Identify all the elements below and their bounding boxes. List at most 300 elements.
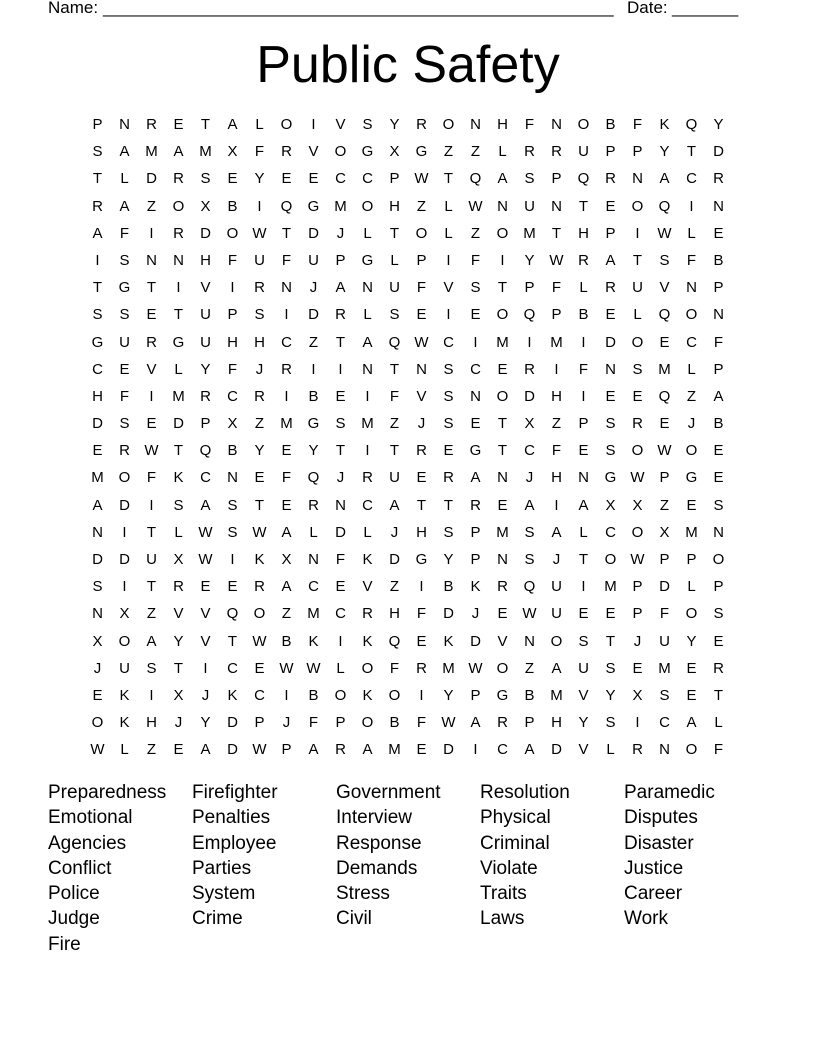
word-list-item: Penalties [192, 807, 271, 829]
grid-letter: C [254, 686, 265, 704]
grid-letter: P [227, 306, 238, 324]
grid-letter: J [525, 469, 534, 487]
grid-letter: R [632, 741, 643, 759]
grid-letter: C [227, 659, 238, 677]
grid-letter: T [497, 442, 508, 460]
grid-row [84, 111, 732, 138]
grid-letter: M [604, 578, 617, 596]
grid-letter: R [416, 442, 427, 460]
grid-letter: A [119, 143, 130, 161]
grid-letter: L [714, 714, 723, 732]
grid-letter: C [335, 605, 346, 623]
grid-letter: E [497, 605, 508, 623]
grid-letter: S [227, 523, 238, 541]
grid-letter: X [173, 551, 184, 568]
grid-letter: I [581, 578, 586, 596]
grid-letter: N [551, 197, 562, 215]
grid-letter: N [308, 551, 319, 568]
grid-letter: C [524, 442, 535, 460]
grid-letter: A [551, 659, 562, 677]
grid-letter: I [149, 387, 154, 405]
grid-letter: W [468, 659, 483, 677]
grid-letter: I [635, 714, 640, 732]
grid-letter: Z [389, 578, 400, 596]
grid-letter: N [632, 170, 643, 188]
grid-letter: A [200, 496, 211, 514]
grid-letter: S [146, 659, 157, 677]
grid-letter: E [146, 306, 157, 324]
grid-letter: E [416, 306, 427, 324]
grid-letter: S [92, 306, 103, 324]
grid-letter: M [685, 523, 698, 541]
grid-letter: S [605, 415, 616, 433]
grid-letter: P [632, 578, 643, 596]
grid-letter: I [689, 197, 694, 215]
page-title: Public Safety [256, 36, 560, 94]
grid-letter: F [713, 333, 724, 351]
grid-letter: I [149, 224, 154, 242]
grid-letter: R [281, 360, 292, 378]
header [48, 0, 768, 20]
grid-letter: E [416, 469, 427, 487]
grid-letter: I [500, 251, 505, 269]
grid-letter: T [173, 306, 184, 324]
grid-letter: S [119, 251, 130, 269]
grid-letter: I [419, 578, 424, 596]
grid-letter: H [92, 387, 103, 405]
grid-letter: A [146, 632, 157, 650]
grid-letter: W [279, 659, 294, 677]
grid-letter: C [308, 578, 319, 596]
grid-letter: E [605, 306, 616, 324]
grid-letter: R [713, 659, 724, 677]
grid-letter: U [659, 632, 670, 650]
grid-letter: G [307, 197, 320, 215]
grid-letter: T [389, 360, 400, 378]
word-list-item: Stress [336, 883, 390, 905]
grid-letter: G [496, 686, 509, 704]
grid-letter: S [92, 143, 103, 161]
grid-letter: D [119, 496, 130, 514]
grid-letter: X [389, 143, 400, 161]
grid-letter: I [230, 279, 235, 297]
grid-letter: E [119, 360, 130, 378]
grid-letter: N [470, 116, 481, 133]
grid-letter: U [578, 659, 589, 677]
word-list-item: Conflict [48, 857, 112, 879]
grid-letter: I [176, 279, 181, 297]
grid-letter: U [524, 197, 535, 215]
grid-letter: K [443, 632, 454, 650]
grid-letter: S [659, 251, 670, 269]
grid-letter: U [119, 333, 130, 351]
grid-letter: X [227, 143, 238, 161]
grid-letter: T [713, 686, 724, 704]
grid-letter: W [198, 551, 213, 568]
grid-row [84, 220, 732, 247]
grid-letter: E [254, 659, 265, 677]
grid-letter: X [173, 686, 184, 704]
grid-letter: S [470, 279, 481, 297]
grid-letter: Q [388, 632, 401, 650]
grid-letter: B [524, 686, 535, 704]
grid-letter: O [172, 197, 185, 215]
grid-letter: R [335, 306, 346, 324]
grid-letter: Z [146, 741, 157, 759]
grid-letter: P [713, 578, 724, 596]
grid-letter: I [365, 442, 370, 460]
grid-letter: H [200, 251, 211, 269]
grid-letter: O [388, 686, 401, 704]
grid-letter: F [119, 387, 130, 405]
grid-letter: I [338, 360, 343, 378]
grid-letter: T [686, 143, 697, 161]
grid-letter: I [365, 387, 370, 405]
grid-letter: F [119, 224, 130, 242]
grid-letter: F [551, 279, 562, 297]
name-blank-line: ______________________________________________________ [103, 0, 614, 17]
grid-letter: E [416, 632, 427, 650]
grid-letter: Q [388, 333, 401, 351]
grid-letter: N [713, 523, 724, 541]
grid-letter: B [713, 251, 724, 269]
grid-letter: P [605, 143, 616, 161]
grid-letter: Q [523, 578, 536, 596]
grid-row [84, 356, 732, 383]
grid-letter: E [227, 170, 238, 188]
grid-letter: Z [146, 605, 157, 623]
grid-letter: P [416, 251, 427, 269]
grid-letter: J [336, 469, 345, 487]
grid-letter: S [389, 306, 400, 324]
grid-letter: R [254, 578, 265, 596]
grid-letter: H [551, 387, 562, 405]
grid-letter: N [173, 251, 184, 269]
grid-letter: P [524, 279, 535, 297]
grid-letter: I [527, 333, 532, 351]
grid-letter: E [605, 605, 616, 623]
grid-letter: K [254, 551, 265, 568]
grid-row [84, 383, 732, 410]
grid-row [84, 573, 732, 600]
grid-letter: F [389, 387, 400, 405]
grid-letter: P [470, 686, 481, 704]
grid-letter: L [579, 279, 588, 297]
word-list-item: Interview [336, 807, 413, 829]
grid-letter: L [174, 523, 183, 541]
grid-letter: Q [280, 197, 293, 215]
grid-letter: T [146, 578, 157, 596]
grid-letter: L [174, 360, 183, 378]
grid-letter: B [389, 714, 400, 732]
grid-letter: U [308, 251, 319, 269]
grid-letter: N [470, 387, 481, 405]
grid-letter: E [578, 605, 589, 623]
grid-letter: C [686, 170, 697, 188]
grid-letter: D [659, 578, 670, 596]
grid-row [84, 519, 732, 546]
grid-letter: T [605, 632, 616, 650]
grid-letter: H [146, 714, 157, 732]
grid-letter: F [416, 714, 427, 732]
grid-letter: N [146, 251, 157, 269]
grid-row [84, 274, 732, 301]
grid-letter: R [416, 116, 427, 133]
grid-letter: A [470, 469, 481, 487]
grid-letter: Q [523, 306, 536, 324]
grid-letter: D [92, 415, 103, 433]
grid-letter: D [308, 224, 319, 242]
grid-letter: Z [308, 333, 319, 351]
grid-letter: F [578, 360, 589, 378]
grid-row [84, 329, 732, 356]
grid-letter: Z [551, 415, 562, 433]
grid-letter: E [632, 387, 643, 405]
grid-letter: R [605, 170, 616, 188]
grid-letter: Y [308, 442, 319, 460]
grid-letter: S [524, 170, 535, 188]
grid-letter: T [551, 224, 562, 242]
word-list-item: Traits [480, 883, 527, 905]
grid-letter: R [362, 605, 373, 623]
word-list-item: Government [336, 782, 441, 803]
grid-letter: N [524, 632, 535, 650]
grid-letter: L [687, 578, 696, 596]
grid-letter: P [335, 714, 346, 732]
word-list-item: Laws [480, 908, 525, 930]
grid-letter: S [254, 306, 265, 324]
grid-letter: P [92, 116, 103, 133]
grid-letter: N [416, 360, 427, 378]
grid-letter: Y [443, 551, 454, 568]
grid-letter: D [119, 551, 130, 568]
grid-letter: O [577, 116, 590, 133]
grid-letter: P [254, 714, 265, 732]
grid-letter: V [173, 605, 184, 623]
grid-letter: Q [199, 442, 212, 460]
grid-letter: O [91, 714, 104, 732]
grid-letter: W [414, 333, 429, 351]
grid-letter: I [311, 116, 316, 133]
grid-letter: O [631, 333, 644, 351]
grid-letter: D [227, 741, 238, 759]
grid-letter: W [630, 551, 645, 568]
grid-letter: I [149, 686, 154, 704]
grid-letter: R [524, 360, 535, 378]
grid-letter: B [308, 686, 319, 704]
grid-letter: O [442, 116, 455, 133]
grid-letter: K [470, 578, 481, 596]
word-list-item: Justice [624, 857, 684, 879]
grid-letter: J [282, 714, 291, 732]
grid-letter: L [390, 251, 399, 269]
grid-letter: P [659, 551, 670, 568]
grid-letter: F [632, 116, 643, 133]
grid-letter: O [496, 659, 509, 677]
word-list-row [48, 881, 768, 906]
grid-letter: L [255, 116, 264, 133]
grid-letter: J [174, 714, 183, 732]
grid-letter: N [92, 523, 103, 541]
word-list-item: Judge [48, 908, 100, 930]
grid-letter: E [659, 415, 670, 433]
grid-letter: E [308, 170, 319, 188]
grid-letter: E [281, 170, 292, 188]
grid-letter: A [686, 714, 697, 732]
grid-letter: B [605, 116, 616, 133]
grid-letter: E [470, 306, 481, 324]
grid-letter: I [581, 333, 586, 351]
grid-letter: X [605, 496, 616, 514]
grid-row [84, 301, 732, 328]
grid-letter: I [581, 387, 586, 405]
grid-letter: E [497, 360, 508, 378]
grid-letter: F [416, 605, 427, 623]
grid-row [84, 165, 732, 192]
grid-letter: Z [470, 224, 481, 242]
grid-letter: R [443, 469, 454, 487]
grid-letter: M [334, 197, 347, 215]
grid-letter: C [281, 333, 292, 351]
grid-letter: Y [254, 442, 265, 460]
grid-letter: A [173, 143, 184, 161]
grid-letter: N [362, 279, 373, 297]
grid-letter: Z [524, 659, 535, 677]
grid-letter: V [443, 279, 454, 297]
grid-letter: F [254, 143, 265, 161]
grid-letter: K [119, 714, 130, 732]
grid-letter: D [470, 632, 481, 650]
grid-letter: M [91, 469, 104, 487]
grid-letter: T [389, 224, 400, 242]
grid-letter: L [120, 170, 129, 188]
grid-letter: R [308, 496, 319, 514]
grid-letter: R [173, 170, 184, 188]
grid-letter: H [227, 333, 238, 351]
grid-letter: Z [254, 415, 265, 433]
grid-letter: O [334, 686, 347, 704]
grid-letter: J [687, 415, 696, 433]
grid-letter: P [335, 251, 346, 269]
grid-letter: R [578, 251, 589, 269]
grid-letter: M [496, 523, 509, 541]
grid-letter: Z [416, 197, 427, 215]
grid-letter: O [631, 197, 644, 215]
grid-letter: A [659, 170, 670, 188]
grid-letter: W [630, 469, 645, 487]
grid-letter: A [281, 578, 292, 596]
grid-letter: O [361, 659, 374, 677]
grid-letter: L [309, 523, 318, 541]
grid-letter: R [254, 387, 265, 405]
word-list-item: Police [48, 883, 100, 905]
word-list-item: Agencies [48, 832, 127, 854]
grid-letter: O [280, 116, 293, 133]
grid-letter: R [335, 741, 346, 759]
grid-letter: V [416, 387, 427, 405]
grid-letter: S [227, 496, 238, 514]
grid-letter: S [632, 360, 643, 378]
grid-letter: I [473, 741, 478, 759]
grid-letter: S [524, 551, 535, 568]
grid-letter: Y [443, 686, 454, 704]
grid-letter: A [551, 523, 562, 541]
grid-letter: U [551, 605, 562, 623]
grid-letter: A [389, 496, 400, 514]
grid-letter: E [200, 578, 211, 596]
word-list-item: Disputes [624, 807, 698, 829]
grid-letter: Q [577, 170, 590, 188]
grid-letter: P [389, 170, 400, 188]
grid-letter: U [146, 551, 157, 568]
grid-letter: C [362, 496, 373, 514]
grid-letter: W [198, 523, 213, 541]
grid-letter: G [604, 469, 617, 487]
grid-letter: A [524, 741, 535, 759]
grid-letter: J [309, 279, 318, 297]
word-list-item: Criminal [480, 832, 550, 854]
grid-letter: M [199, 143, 212, 161]
grid-letter: T [443, 496, 454, 514]
grid-letter: T [254, 496, 265, 514]
word-search-grid [84, 111, 732, 764]
grid-letter: Z [686, 387, 697, 405]
grid-letter: E [173, 741, 184, 759]
grid-letter: E [686, 686, 697, 704]
grid-letter: N [227, 469, 238, 487]
grid-letter: J [552, 551, 561, 568]
grid-letter: G [172, 333, 185, 351]
grid-letter: T [173, 659, 184, 677]
grid-letter: I [311, 360, 316, 378]
grid-letter: I [338, 632, 343, 650]
grid-letter: W [144, 442, 159, 460]
grid-letter: D [389, 551, 400, 568]
grid-letter: V [335, 116, 346, 133]
grid-letter: P [551, 170, 562, 188]
grid-letter: N [335, 496, 346, 514]
grid-letter: S [605, 714, 616, 732]
grid-letter: V [578, 741, 589, 759]
grid-letter: W [306, 659, 321, 677]
grid-letter: B [578, 306, 589, 324]
grid-letter: I [554, 496, 559, 514]
grid-letter: L [336, 659, 345, 677]
grid-letter: J [201, 686, 210, 704]
grid-letter: G [469, 442, 482, 460]
grid-letter: N [713, 306, 724, 324]
grid-letter: G [361, 143, 374, 161]
grid-letter: N [362, 360, 373, 378]
grid-letter: Y [605, 686, 616, 704]
grid-letter: S [713, 496, 724, 514]
grid-letter: Y [173, 632, 184, 650]
grid-letter: E [227, 578, 238, 596]
name-label: Name: [48, 0, 99, 17]
grid-letter: G [415, 143, 428, 161]
grid-letter: D [524, 387, 535, 405]
grid-letter: E [335, 387, 346, 405]
grid-letter: R [605, 279, 616, 297]
grid-letter: S [443, 523, 454, 541]
grid-letter: Y [713, 116, 724, 133]
grid-letter: X [659, 523, 670, 541]
grid-letter: K [362, 551, 373, 568]
grid-letter: U [578, 143, 589, 161]
grid-row [84, 247, 732, 274]
grid-letter: N [578, 469, 589, 487]
grid-letter: W [549, 251, 564, 269]
